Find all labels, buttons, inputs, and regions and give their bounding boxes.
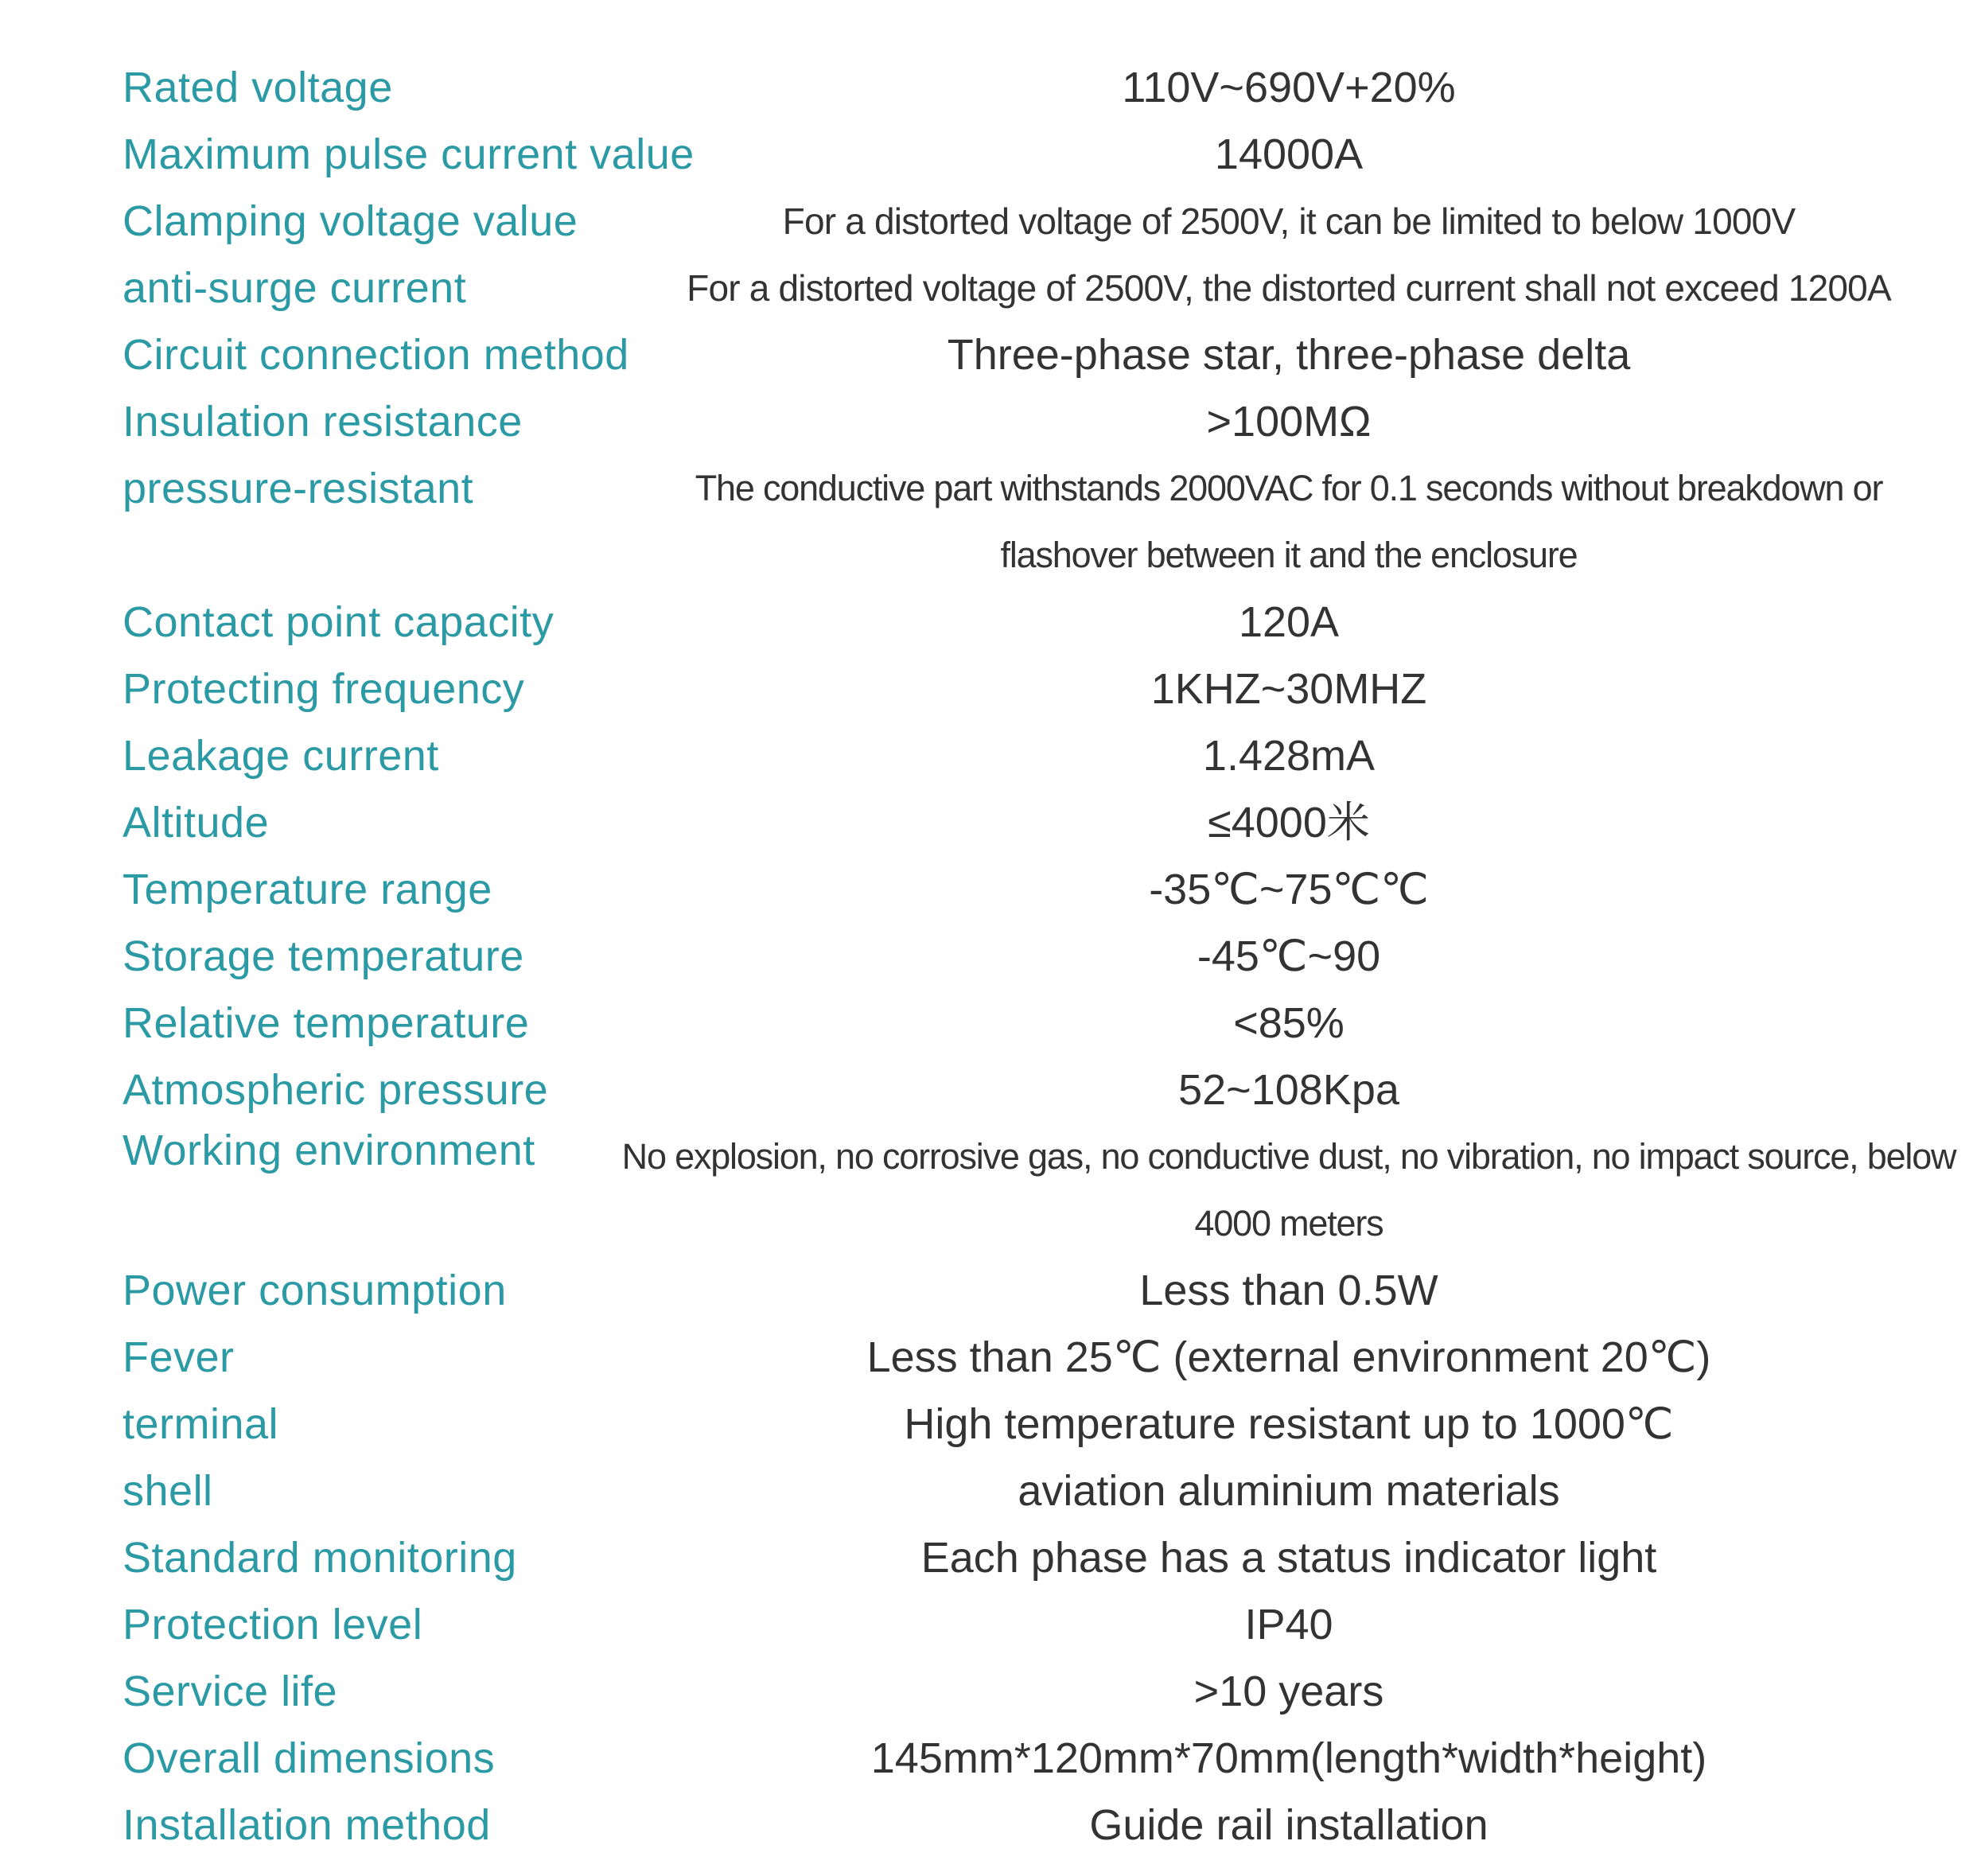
spec-value: 145mm*120mm*70mm(length*width*height) bbox=[870, 1734, 1707, 1782]
spec-label: Atmospheric pressure bbox=[123, 1066, 549, 1114]
spec-value: IP40 bbox=[1244, 1601, 1333, 1648]
spec-label: anti-surge current bbox=[123, 264, 467, 312]
spec-label: Leakage current bbox=[123, 732, 439, 780]
spec-value: 120A bbox=[1238, 598, 1340, 646]
spec-label: Clamping voltage value bbox=[123, 197, 578, 245]
spec-label: Service life bbox=[123, 1668, 338, 1715]
spec-label: Standard monitoring bbox=[123, 1534, 517, 1582]
spec-value: <85% bbox=[1233, 999, 1345, 1047]
spec-label: Installation method bbox=[123, 1801, 491, 1849]
spec-value: 110V~690V+20% bbox=[1122, 64, 1456, 111]
spec-label: Altitude bbox=[123, 799, 270, 847]
spec-label: Rated voltage bbox=[123, 64, 393, 111]
spec-value: For a distorted voltage of 2500V, the distorted current shall not exceed 1200A bbox=[687, 267, 1891, 309]
spec-label: Power consumption bbox=[123, 1267, 507, 1314]
spec-value: The conductive part withstands 2000VAC for 0.1 seconds without breakdown or flashover between it and the enclosure bbox=[695, 468, 1883, 575]
spec-label: terminal bbox=[123, 1400, 279, 1448]
spec-value: 52~108Kpa bbox=[1178, 1066, 1399, 1114]
spec-label: Insulation resistance bbox=[123, 398, 523, 446]
spec-value: Three-phase star, three-phase delta bbox=[947, 331, 1631, 379]
spec-label: Overall dimensions bbox=[123, 1734, 496, 1782]
spec-value: -35℃~75℃℃ bbox=[1149, 866, 1429, 913]
spec-value: 1.428mA bbox=[1202, 732, 1376, 780]
spec-label: Fever bbox=[123, 1333, 235, 1381]
spec-value: -45℃~90 bbox=[1197, 932, 1381, 980]
spec-label: pressure-resistant bbox=[123, 465, 474, 512]
spec-value: aviation aluminium materials bbox=[1018, 1467, 1560, 1515]
spec-label: Working environment bbox=[123, 1127, 535, 1174]
spec-label: Storage temperature bbox=[123, 932, 524, 980]
spec-label: shell bbox=[123, 1467, 213, 1515]
spec-value: ≤4000米 bbox=[1208, 799, 1370, 847]
spec-value: Each phase has a status indicator light bbox=[920, 1534, 1657, 1582]
spec-label: Relative temperature bbox=[123, 999, 530, 1047]
spec-label: Maximum pulse current value bbox=[123, 130, 695, 178]
spec-value: High temperature resistant up to 1000℃ bbox=[904, 1400, 1674, 1448]
spec-label: Protection level bbox=[123, 1601, 423, 1648]
spec-value: Less than 0.5W bbox=[1139, 1267, 1438, 1314]
spec-value: Guide rail installation bbox=[1089, 1801, 1489, 1849]
spec-value: No explosion, no corrosive gas, no conductive dust, no vibration, no impact source, below 4000 meters bbox=[621, 1136, 1956, 1244]
spec-value: Less than 25℃ (external environment 20℃) bbox=[866, 1333, 1711, 1381]
spec-label: Circuit connection method bbox=[123, 331, 629, 379]
spec-label: Contact point capacity bbox=[123, 598, 555, 646]
spec-value: >100MΩ bbox=[1206, 398, 1372, 446]
spec-value: >10 years bbox=[1193, 1668, 1384, 1715]
spec-value: 1KHZ~30MHZ bbox=[1150, 665, 1427, 713]
spec-label: Protecting frequency bbox=[123, 665, 525, 713]
spec-label: Temperature range bbox=[123, 866, 492, 913]
spec-value: 14000A bbox=[1214, 130, 1364, 178]
spec-value: For a distorted voltage of 2500V, it can be limited to below 1000V bbox=[782, 200, 1796, 242]
